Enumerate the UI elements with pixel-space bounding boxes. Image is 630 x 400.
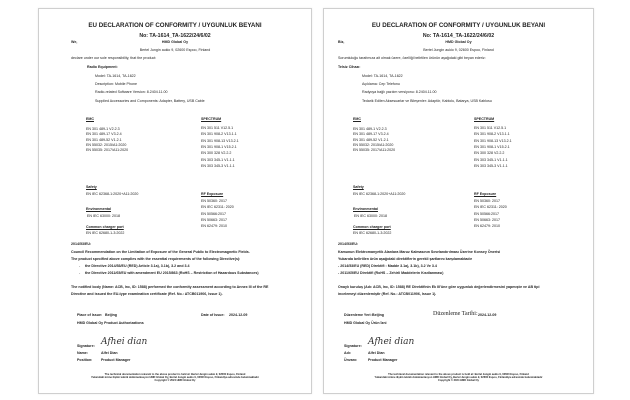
spectrum-heading: SPECTRUM: [201, 117, 222, 121]
document-number: No: TA-1614_TA-1622/24/6/02: [139, 33, 211, 39]
footer-line: Yukarıdaki ürüne ilişkin teknik dokümantasyon HMD Global Oy, Bertel Jungin aukio 9, 02600 Espoo, Finlandiya adresinde bulunmaktadır: [90, 376, 259, 380]
bullet-dash: -: [79, 271, 81, 275]
name-label: Adı:: [344, 351, 351, 355]
emc-standard: EN 301 489-1 V2.2.3: [353, 127, 387, 131]
rf-standard: EN 50663: 2017: [201, 217, 227, 222]
signature-label: Signature:: [77, 344, 95, 348]
spectrum-standard: EN 301 908-1 V15.2.1: [474, 144, 510, 149]
spectrum-standard: EN 301 511 V12.5.1: [474, 126, 507, 130]
declaration-statement: declare under our sole responsibility, that the product:: [71, 56, 157, 60]
description: Açıklama: Cep Telefonu: [362, 82, 400, 86]
rf-exposure-heading: RF Exposure: [474, 192, 497, 196]
council-recommendation: Council Recommendation on the Limitation of Exposure of the General Public to Electromagnetic Fields.: [71, 250, 250, 254]
rf-standard: EN 62479: 2010: [474, 224, 500, 229]
notified-body-line-1: The notified body (Name: ACB, Inc, ID: 1588) performed the conformity assessment according to Annex III of the RE: [71, 285, 269, 289]
emc-standard: EN 55032: 2015/A1:2020: [353, 142, 394, 147]
radio-equipment-heading: Telsiz Cihazı:: [338, 65, 361, 69]
directive-heading: 2014/53/EU:: [338, 242, 359, 246]
spectrum-standard: EN 303 345-1 V1.1.1: [474, 157, 508, 162]
emc-standard: EN 301 489-17 V3.2.4: [353, 132, 389, 137]
document-number: No: TA-1614_TA-1622/24/6/02: [422, 33, 495, 39]
rf-standard: EN 62479: 2010: [201, 224, 227, 229]
place-label: Place of Issue:: [77, 313, 103, 317]
emc-standard: EN 301 489-1 V2.2.3: [86, 127, 120, 131]
directive-item: - 2011/65/EU Direktifi (RoHS – Zehirli Maddelerin Kısıtlanması): [338, 271, 444, 275]
footer-line: Copyright © 2024 HMD Global Oy: [438, 379, 479, 383]
spectrum-standard: EN 301 908-13 V13.2.1: [201, 138, 239, 143]
environmental-heading: Environmental: [86, 207, 111, 211]
rf-standard: EN 50663: 2017: [474, 217, 500, 222]
declaration-statement: Sorumluluğu tarafımıza ait olmak üzere, özelliği belirtilen ürünün aşağıdaki gibi beyan ederiz:: [338, 56, 486, 60]
spectrum-standard: EN 301 908-13 V13.2.1: [474, 138, 512, 143]
environmental-standard: EN IEC 63000: 2018: [87, 214, 120, 218]
position-label: Position:: [77, 358, 93, 362]
directive-heading: 2014/53/EU:: [71, 242, 92, 246]
accessories: Tedarik Edilen Aksesuarlar ve Bileşenler: Adaptör, Kablolu, Batarya, USB Kablosu: [362, 99, 492, 103]
bullet-dash: -: [79, 264, 81, 268]
directive-item: the Directive 2014/53/EU (RED) Article 3.1a), 3.1b), 3.2 and 3.4: [85, 264, 190, 268]
council-recommendation: Kamunun Elektromanyetik Alanlara Maruz Kalmasının Sınırlandırılması Üzerine Konsey Önerisi: [338, 250, 501, 254]
rf-standard: EN 50566:2017: [201, 211, 226, 216]
signature-image: Afhei dian: [101, 337, 148, 347]
date-label: Düzenleme Tarihi:: [433, 311, 478, 317]
rf-standard: EN 50360: 2017: [201, 199, 227, 203]
charger-standard: EN IEC 62680-1-3:2022: [86, 231, 125, 235]
name-value: Alfei Dian: [368, 351, 385, 355]
environmental-standard: EN IEC 63000: 2018: [354, 214, 387, 218]
spectrum-standard: EN 300 328 V2.2.2: [474, 151, 505, 156]
rf-standard: EN 50566:2017: [474, 211, 499, 216]
charger-heading: Common charger port: [86, 225, 124, 229]
spectrum-heading: SPECTRUM: [474, 117, 495, 121]
authorization: HMD Global Oy Product Authorizations: [77, 321, 144, 325]
spectrum-standard: EN 303 345-3 V1.1.1: [201, 163, 235, 168]
safety-heading: Safety: [86, 185, 97, 189]
notified-body-line-2: Directive and issued the EU-type examination certificate (Ref. No.: ATCB011906, Issue 1).: [71, 292, 223, 296]
charger-standard: EN IEC 62680-1-3:2022: [353, 231, 392, 235]
company-name: HMD Global Oy: [445, 40, 472, 44]
environmental-heading: Environmental: [353, 207, 378, 211]
emc-standard: EN 301 489-52 V1.2.1: [86, 137, 122, 142]
company-name: HMD Global Oy: [161, 40, 189, 44]
emc-standard: EN 55032: 2015/A1:2020: [86, 142, 127, 147]
directive-item: - 2014/53/EU (RED) Direktifi : Madde 3.1a), 3.1b), 3.2 Ve 3.4: [338, 264, 437, 268]
rf-standard: EN IEC 62311: 2020: [201, 205, 234, 210]
rf-standard: EN 50360: 2017: [474, 199, 500, 203]
safety-standard: EN IEC 62368-1:2020+A11:2020: [86, 192, 139, 196]
signature-label: Signature:: [344, 344, 362, 348]
spectrum-standard: EN 303 345-1 V1.1.1: [201, 157, 235, 162]
notified-body-line-1: Onaylı kuruluş (Adı: ACB, Inc, ID: 1588) RE Direktifinin Ek III'üne göre uygunluk değerlendirmesini yapmıştır ve AB tipi: [338, 285, 540, 289]
spectrum-standard: EN 301 908-1 V15.2.1: [201, 144, 237, 149]
company-address: Bertel Jungin aukio 9, 02600 Espoo, Finland: [139, 48, 211, 52]
spectrum-standard: EN 303 345-3 V1.1.1: [474, 163, 508, 168]
emc-standard: EN 55035: 2017/A11:2020: [86, 148, 129, 153]
we-label: Biz,: [338, 40, 345, 44]
spectrum-standard: EN 300 328 V2.2.2: [201, 151, 232, 156]
spectrum-standard: EN 301 511 V12.5.1: [201, 126, 234, 130]
footer-line: Copyright © 2024 HMD Global Oy: [154, 379, 196, 383]
date-value: 2024-12-09: [229, 313, 248, 317]
radio-equipment-heading: Radio Equipment:: [87, 65, 118, 69]
software-version: Radio-related Software Version: 8.2404.11.00: [95, 90, 168, 94]
emc-standard: EN 301 489-17 V3.2.4: [86, 132, 122, 137]
directive-item: the Directive 2011/65/EU with amendment EU 2015/863 (RoHS – Restriction of Hazardous Substances): [85, 271, 259, 275]
emc-heading: EMC: [353, 117, 361, 121]
compliance-statement: Yukarıda belirtilen ürün aşağıdaki direktiflerin gerekli şartlarını karşılamaktadır: [338, 257, 473, 261]
notified-body-line-2: incelemeyi düzenlemiştir (Ref. No.: ATCB011906, Issue 1).: [338, 292, 437, 296]
charger-heading: Common charger port: [353, 225, 391, 229]
description: Description: Mobile Phone: [95, 82, 137, 86]
document-title: EU DECLARATION OF CONFORMITY / UYGUNLUK BEYANI: [371, 22, 546, 29]
accessories: Supplied Accessories and Components: Adapter, Battery, USB Cable: [95, 99, 205, 103]
model: Model: TA-1614, TA-1622: [95, 74, 136, 78]
place-value: Beijing: [105, 313, 117, 317]
place-value: Beijing: [372, 313, 384, 317]
software-version: Radyoya bağlı yazılım versiyonu: 8.2404.11.00: [362, 90, 437, 94]
compliance-statement: The product specified above complies with the essential requirements of the following Directive(s):: [71, 257, 241, 261]
name-value: Alfei Dian: [101, 351, 118, 355]
footer-line: The technical documentation relevant to the above product is held at: Bertel Jungin aukio 9, 02600 Espoo, Finland: [388, 373, 529, 376]
document-title: EU DECLARATION OF CONFORMITY / UYGUNLUK BEYANI: [88, 22, 262, 29]
rf-exposure-heading: RF Exposure: [201, 192, 224, 196]
footer-line: Yukarıdaki ürüne ilişkin teknik dokümantasyon HMD Global Oy, Bertel Jungin aukio 9, 02600 Espoo, Finlandiya adresinde bulunmaktadır: [374, 376, 543, 380]
name-label: Name:: [77, 351, 88, 355]
model: Model: TA-1614, TA-1622: [362, 74, 403, 78]
we-label: We,: [71, 40, 78, 44]
position-value: Product Manager: [101, 358, 131, 362]
emc-standard: EN 301 489-52 V1.2.1: [353, 137, 389, 142]
spectrum-standard: EN 301 908-2 V13.1.1: [201, 132, 237, 137]
date-label: Date of Issue:: [201, 313, 225, 317]
position-value: Product Manager: [368, 358, 398, 362]
footer-line: The technical documentation relevant to the above product is held at: Bertel Jungin aukio 9, 02600 Espoo, Finland: [104, 373, 246, 376]
declaration-page-turkish: [323, 8, 594, 394]
company-address: Bertel Jungin aukio 9, 02600 Espoo, Finland: [423, 48, 494, 52]
emc-standard: EN 55035: 2017/A11:2020: [353, 148, 396, 153]
rf-standard: EN IEC 62311: 2020: [474, 205, 507, 210]
safety-heading: Safety: [353, 185, 364, 189]
place-label: Düzenleme Yeri:: [344, 313, 372, 317]
declaration-page-english: [38, 8, 312, 394]
signature-image: Afhei dian: [368, 337, 415, 347]
position-label: Ünvanı:: [344, 358, 358, 362]
emc-heading: EMC: [86, 117, 94, 121]
spectrum-standard: EN 301 908-2 V13.1.1: [474, 132, 510, 137]
authorization: HMD Global Oy Ürün İzni: [344, 321, 387, 325]
safety-standard: EN IEC 62368-1:2020+A11:2020: [353, 192, 406, 196]
date-value: 2024-12-09: [478, 313, 497, 317]
